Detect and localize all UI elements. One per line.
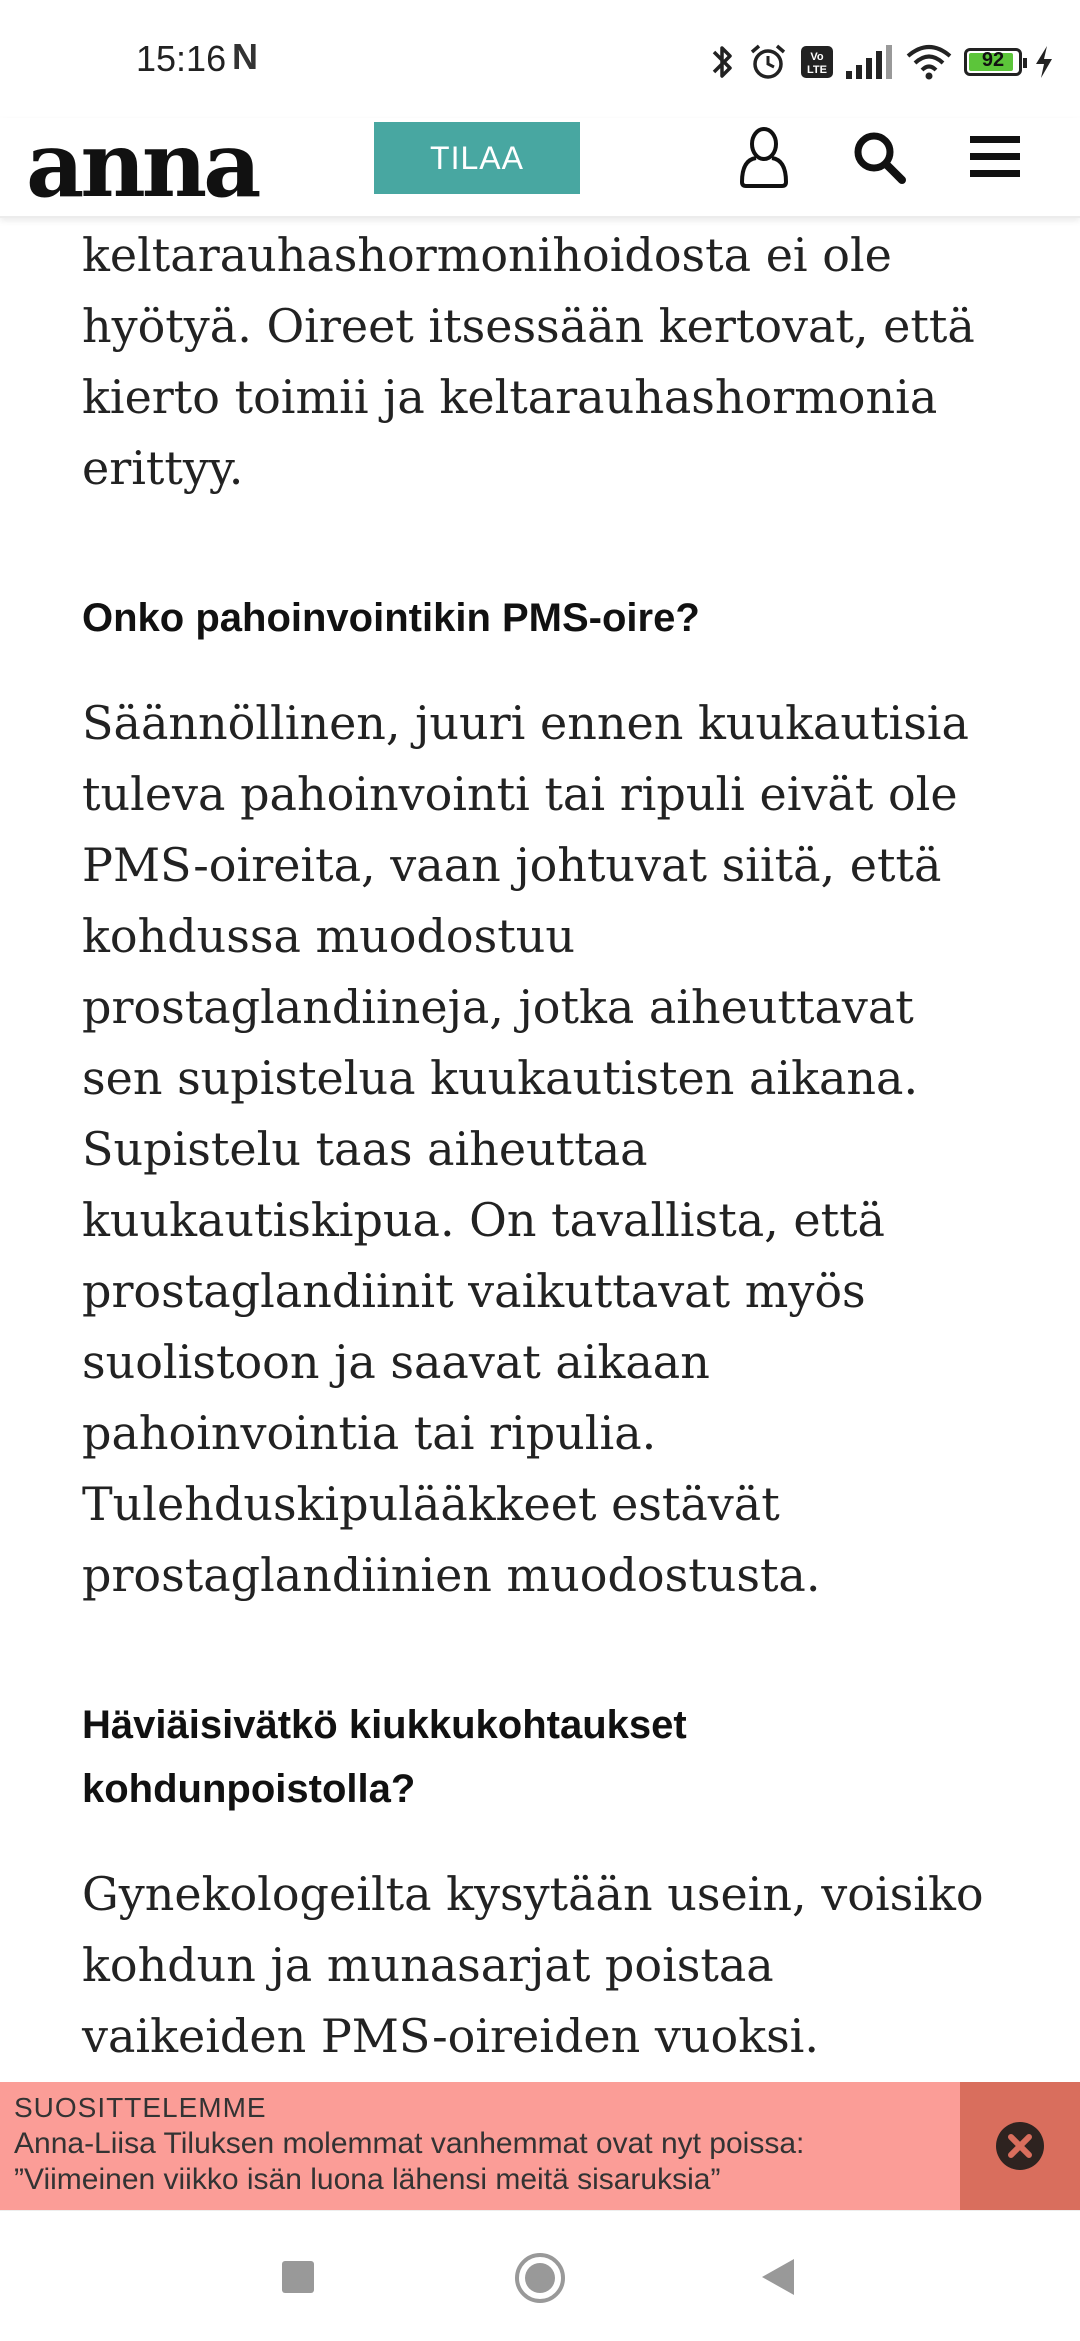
subscribe-button[interactable]: TILAA bbox=[374, 122, 580, 194]
user-icon[interactable] bbox=[736, 124, 792, 190]
svg-text:Vo: Vo bbox=[810, 51, 824, 63]
bluetooth-icon bbox=[710, 42, 736, 82]
recents-square-icon[interactable] bbox=[280, 2259, 316, 2295]
svg-text:LTE: LTE bbox=[807, 64, 827, 76]
anna-logo[interactable]: anna bbox=[26, 112, 258, 218]
recommendation-label: SUOSITTELEMME bbox=[14, 2092, 267, 2123]
system-nav-bar bbox=[0, 2210, 1080, 2341]
article-paragraph: keltarauhashormonihoidosta ei ole hyötyä. Oireet itsessään kertovat, että kierto toimii ja keltarauhashormonia erittyy. bbox=[82, 228, 975, 495]
volte-icon bbox=[800, 45, 834, 79]
battery-icon bbox=[964, 48, 1022, 76]
charging-icon bbox=[1034, 45, 1054, 79]
status-icons bbox=[710, 40, 1054, 84]
wifi-icon bbox=[906, 44, 952, 80]
article-body bbox=[82, 220, 1012, 2072]
back-triangle-icon[interactable] bbox=[758, 2257, 796, 2297]
status-time: 15:16 bbox=[136, 38, 227, 79]
recommendation-banner[interactable] bbox=[0, 2082, 1080, 2210]
article-paragraph: Gynekologeilta kysytään usein, voisiko kohdun ja munasarjat poistaa vaikeiden PMS-oireiden vuoksi. bbox=[82, 1867, 984, 2063]
status-bar bbox=[0, 0, 1080, 118]
site-header bbox=[0, 112, 1080, 218]
search-icon[interactable] bbox=[852, 130, 908, 186]
notification-n-icon: N bbox=[232, 36, 258, 77]
close-circle-icon bbox=[994, 2120, 1046, 2172]
battery-level: 92 bbox=[981, 49, 1005, 71]
recommendation-link[interactable]: Anna-Liisa Tiluksen molemmat vanhemmat ovat nyt poissa: ”Viimeinen viikko isän luona lähensi meitä sisaruksia” bbox=[14, 2127, 805, 2196]
article-paragraph: Säännöllinen, juuri ennen kuukautisia tuleva pahoinvointi tai ripuli eivät ole PMS-oireita, vaan johtuvat siitä, että kohdussa muodostuu prostaglandiineja, jotka aiheuttavat sen supistelua kuukautisten aikana. Supistelu taas aiheuttaa kuukautiskipua. On tavallista, että prostaglandiinit vaikuttavat myös suolistoon ja saavat aikaan pahoinvointia tai ripulia. Tulehduskipulääkkeet estävät prostaglandiinien muodostusta. bbox=[82, 696, 969, 1602]
close-recommendation-button[interactable] bbox=[960, 2082, 1080, 2210]
article-subheading: Onko pahoinvointikin PMS-oire? bbox=[82, 596, 700, 640]
menu-icon[interactable] bbox=[970, 134, 1020, 180]
alarm-icon bbox=[748, 42, 788, 82]
article-subheading: Häviäisivätkö kiukkukohtaukset kohdunpoistolla? bbox=[82, 1703, 687, 1811]
home-circle-icon[interactable] bbox=[513, 2251, 567, 2305]
signal-icon bbox=[846, 45, 894, 79]
